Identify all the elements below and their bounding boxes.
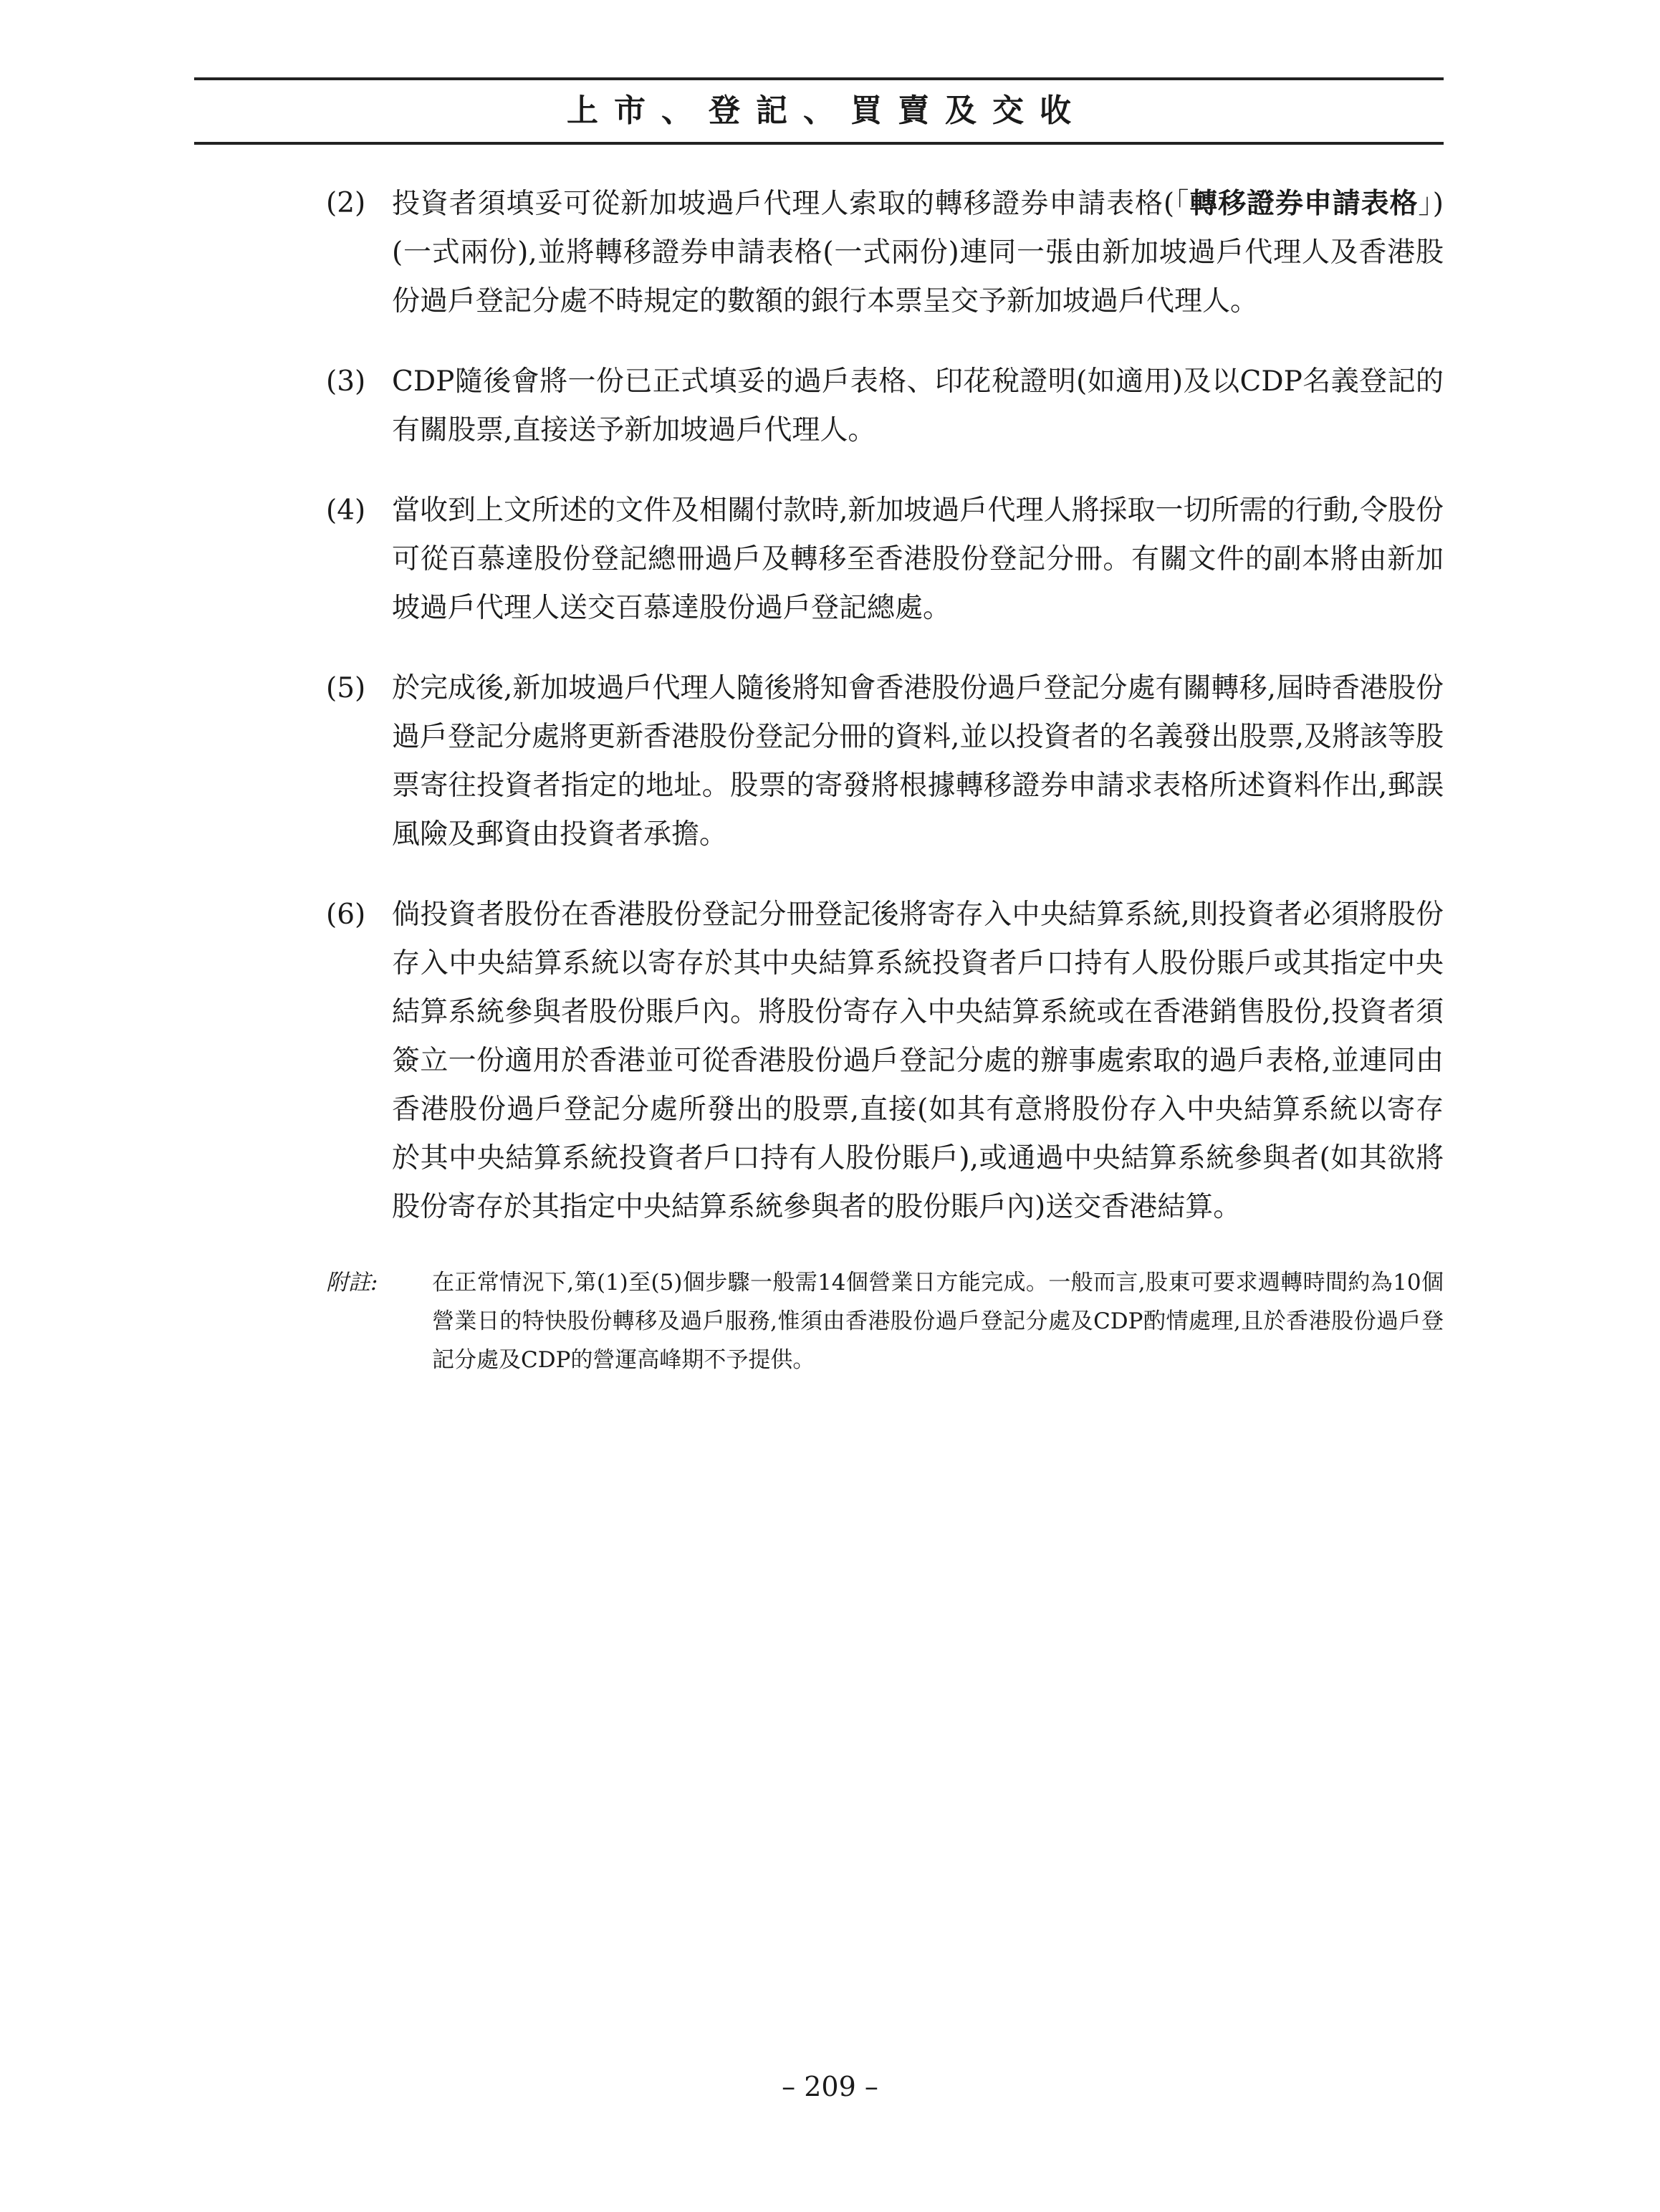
list-item-6 bbox=[326, 891, 1444, 1232]
header-bottom-rule bbox=[194, 142, 1444, 145]
list-item-4 bbox=[326, 487, 1444, 633]
item-number: (5) bbox=[326, 672, 366, 704]
item-text: 當收到上文所述的文件及相關付款時,新加坡過戶代理人將採取一切所需的行動,令股份可從百慕達股份登記總冊過戶及轉移至香港股份登記分冊。有關文件的副本將由新加坡過戶代理人送交百慕達股份過戶登記總處。 bbox=[392, 494, 1444, 624]
item-text-post: 」)(一式兩份),並將轉移證券申請表格(一式兩份)連同一張由新加坡過戶代理人及香港股份過戶登記分處不時規定的數額的銀行本票呈交予新加坡過戶代理人。 bbox=[392, 188, 1444, 317]
header-title: 上市、登記、買賣及交收 bbox=[567, 92, 1087, 129]
footnote bbox=[326, 1263, 1444, 1379]
item-text-pre: 投資者須填妥可從新加坡過戶代理人索取的轉移證券申請表格(「 bbox=[392, 188, 1190, 220]
page-number: – 209 – bbox=[782, 2071, 878, 2102]
item-number: (6) bbox=[326, 899, 366, 931]
item-text: 倘投資者股份在香港股份登記分冊登記後將寄存入中央結算系統,則投資者必須將股份存入中央結算系統以寄存於其中央結算系統投資者戶口持有人股份賬戶或其指定中央結算系統參與者股份賬戶內。將股份寄存入中央結算系統或在香港銷售股份,投資者須簽立一份適用於香港並可從香港股份過戶登記分處的辦事處索取的過戶表格,並連同由香港股份過戶登記分處所發出的股票,直接(如其有意將股份存入中央結算系統以寄存於其中央結算系統投資者戶口持有人股份賬戶),或通過中央結算系統參與者(如其欲將股份寄存於其指定中央結算系統參與者的股份賬戶內)送交香港結算。 bbox=[392, 899, 1444, 1223]
list-item-5 bbox=[326, 664, 1444, 859]
note-text: 在正常情況下,第(1)至(5)個步驟一般需14個營業日方能完成。一般而言,股東可要求週轉時間約為10個營業日的特快股份轉移及過戶服務,惟須由香港股份過戶登記分處及CDP酌情處理,且於香港股份過戶登記分處及CDP的營運高峰期不予提供。 bbox=[432, 1270, 1444, 1373]
defined-term: 轉移證券申請表格 bbox=[1189, 187, 1419, 220]
list-item-3 bbox=[326, 358, 1444, 455]
page-header bbox=[194, 77, 1444, 145]
item-text: CDP隨後會將一份已正式填妥的過戶表格、印花稅證明(如適用)及以CDP名義登記的有關股票,直接送予新加坡過戶代理人。 bbox=[392, 365, 1444, 446]
main-content bbox=[326, 179, 1444, 1379]
item-number: (2) bbox=[326, 187, 366, 219]
item-text bbox=[392, 179, 1444, 326]
list-item-2 bbox=[326, 179, 1444, 326]
item-number: (3) bbox=[326, 365, 366, 398]
item-text: 於完成後,新加坡過戶代理人隨後將知會香港股份過戶登記分處有關轉移,屆時香港股份過戶登記分處將更新香港股份登記分冊的資料,並以投資者的名義發出股票,及將該等股票寄往投資者指定的地址。股票的寄發將根據轉移證券申請求表格所述資料作出,郵誤風險及郵資由投資者承擔。 bbox=[392, 672, 1444, 851]
note-label: 附註: bbox=[326, 1270, 378, 1296]
item-number: (4) bbox=[326, 494, 366, 527]
